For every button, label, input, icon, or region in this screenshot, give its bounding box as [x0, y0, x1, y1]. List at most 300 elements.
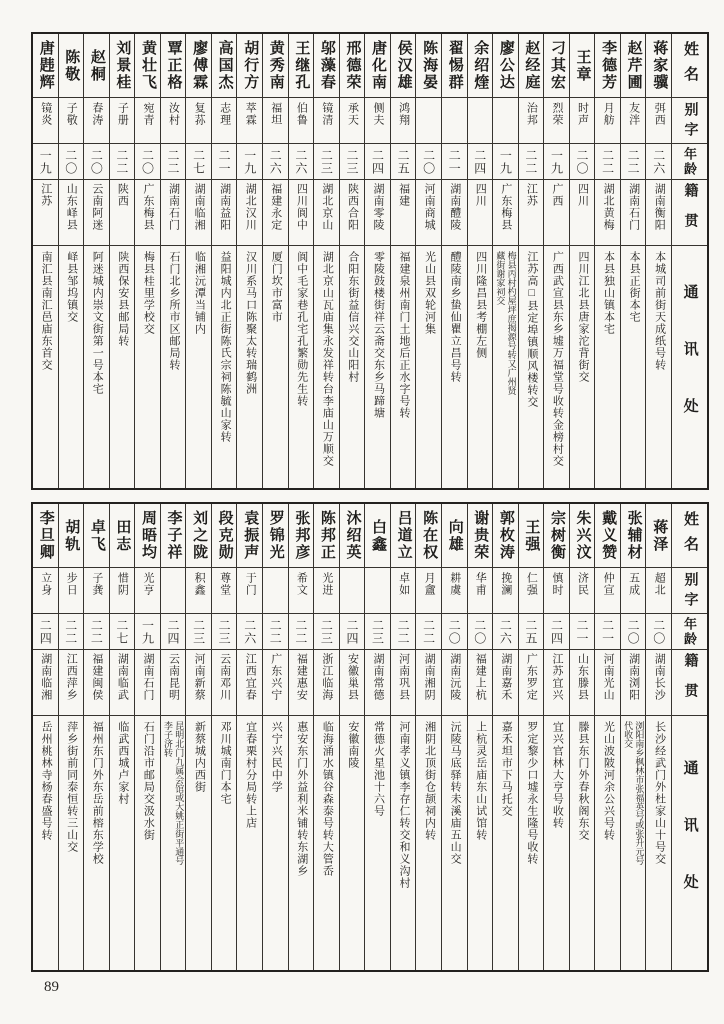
name-cell-text: 高国杰	[216, 40, 233, 91]
age-cell	[340, 614, 365, 650]
native-place-cell-text: 湖南临湘	[39, 653, 52, 701]
name-cell-text: 覃正格	[165, 40, 182, 91]
address-cell	[161, 246, 186, 488]
name-cell-text: 朱兴汶	[574, 510, 591, 561]
header-address	[672, 246, 707, 488]
name-cell	[161, 504, 186, 568]
native-place-cell-text: 湖南嘉禾	[499, 653, 512, 701]
name-cell	[365, 34, 390, 98]
age-cell-text: 二二	[421, 618, 436, 645]
byname-cell	[442, 98, 467, 144]
age-cell-text: 二四	[472, 148, 487, 175]
address-cell-text: 合阳东街益信兴交山阳村	[346, 251, 359, 383]
age-cell	[110, 614, 135, 650]
name-cell-text: 卓飞	[88, 518, 105, 553]
person-column	[236, 504, 262, 970]
name-cell	[59, 34, 84, 98]
person-column	[518, 504, 544, 970]
age-cell	[519, 144, 544, 180]
name-cell-text: 刘之陇	[191, 510, 208, 561]
native-place-cell	[33, 180, 58, 246]
person-column	[83, 504, 109, 970]
name-cell	[468, 504, 493, 568]
native-place-cell	[468, 650, 493, 716]
native-place-cell	[110, 180, 135, 246]
age-cell-text: 二二	[114, 148, 129, 175]
name-cell	[570, 504, 595, 568]
native-place-cell	[365, 180, 390, 246]
native-place-cell	[314, 650, 339, 716]
name-cell-text: 黄壮飞	[139, 40, 156, 91]
address-cell-text: 滕县东门外春秋阁东交	[576, 721, 589, 841]
name-cell-text: 田志	[114, 518, 131, 553]
native-place-cell	[646, 180, 671, 246]
person-column	[543, 504, 569, 970]
address-cell	[646, 716, 671, 970]
name-cell-text: 邢德荣	[344, 40, 361, 91]
native-place-cell-text: 湖南衡阳	[653, 183, 666, 231]
native-place-cell	[161, 650, 186, 716]
age-cell-text: 二三	[319, 618, 334, 645]
address-cell	[212, 246, 237, 488]
age-cell	[595, 614, 620, 650]
name-cell-text: 刁其宏	[548, 40, 565, 91]
address-cell-text: 本城司前街天成纸号转	[653, 251, 666, 371]
age-cell	[186, 614, 211, 650]
age-cell-text: 二二	[293, 618, 308, 645]
person-column	[109, 504, 135, 970]
byname-cell	[365, 568, 390, 614]
address-cell	[544, 246, 569, 488]
name-cell-text: 蒋泽	[651, 518, 668, 553]
byname-cell-text: 复荪	[193, 102, 206, 126]
person-column	[467, 504, 493, 970]
native-place-cell	[135, 180, 160, 246]
address-cell-text: 阿迷城内崇文街第一号本宅	[91, 251, 104, 395]
name-cell	[110, 34, 135, 98]
header-address-text: 通讯处	[681, 284, 698, 455]
address-cell	[161, 716, 186, 970]
name-cell	[468, 34, 493, 98]
age-cell	[519, 614, 544, 650]
age-cell-text: 二三	[344, 148, 359, 175]
byname-cell-text: 希文	[295, 572, 308, 596]
name-cell	[621, 34, 646, 98]
address-cell	[442, 716, 467, 970]
byname-cell	[84, 568, 109, 614]
byname-cell-text: 镜炎	[39, 102, 52, 126]
address-cell	[135, 246, 160, 488]
name-cell-text: 蒋家骥	[651, 40, 668, 91]
name-cell	[33, 504, 58, 568]
person-column	[313, 34, 339, 488]
address-cell	[340, 246, 365, 488]
native-place-cell	[621, 650, 646, 716]
person-column	[185, 34, 211, 488]
age-cell-text: 二二	[523, 148, 538, 175]
byname-cell	[289, 98, 314, 144]
header-byname-text: 别字	[682, 572, 698, 612]
address-cell	[314, 716, 339, 970]
name-cell-text: 刘景桂	[114, 40, 131, 91]
address-cell-text: 邓川城南门本宅	[219, 721, 232, 805]
native-place-cell	[416, 180, 441, 246]
native-place-cell	[646, 650, 671, 716]
address-cell-text: 萍乡街前同泰恒转三山交	[65, 721, 78, 853]
directory-table-bottom	[31, 502, 709, 972]
age-cell	[237, 144, 262, 180]
address-cell	[519, 716, 544, 970]
name-cell-text: 赵芹圃	[625, 40, 642, 91]
age-cell	[468, 614, 493, 650]
name-cell	[135, 34, 160, 98]
byname-cell	[84, 98, 109, 144]
address-cell-text: 福建泉州南门土地后正水字号转	[398, 251, 411, 419]
age-cell-text: 二七	[114, 618, 129, 645]
native-place-cell-text: 江西宜春	[244, 653, 257, 701]
byname-cell	[135, 98, 160, 144]
name-cell	[263, 504, 288, 568]
name-cell	[646, 34, 671, 98]
name-cell	[442, 34, 467, 98]
native-place-cell-text: 陕西	[116, 183, 129, 207]
byname-cell	[212, 98, 237, 144]
byname-cell-text: 卓如	[397, 572, 410, 596]
age-cell	[416, 614, 441, 650]
address-cell	[110, 246, 135, 488]
name-cell	[33, 34, 58, 98]
native-place-cell-text: 福建永定	[269, 183, 282, 231]
native-place-cell	[519, 180, 544, 246]
age-cell-text: 一九	[498, 148, 513, 175]
header-age-text: 年龄	[682, 146, 697, 177]
byname-cell-text: 伯鲁	[295, 102, 308, 126]
name-cell	[212, 34, 237, 98]
byname-cell-text: 福坦	[269, 102, 282, 126]
address-cell-text: 陕西保安县邮局转	[116, 251, 129, 347]
age-cell	[33, 144, 58, 180]
age-cell	[33, 614, 58, 650]
person-column	[390, 504, 416, 970]
age-cell-text: 二二	[626, 148, 641, 175]
byname-cell-text: 友泮	[627, 102, 640, 126]
age-cell-text: 二四	[38, 618, 53, 645]
name-cell	[186, 504, 211, 568]
age-cell	[161, 614, 186, 650]
native-place-cell	[135, 650, 160, 716]
name-cell-text: 胡轨	[63, 518, 80, 553]
address-cell	[237, 246, 262, 488]
byname-cell	[391, 98, 416, 144]
byname-cell-text: 月舫	[602, 102, 615, 126]
name-cell	[212, 504, 237, 568]
address-cell-text: 湖北京山瓦庙集永发祥转台李庙山万顺交	[321, 251, 334, 467]
byname-cell-text: 尊堂	[218, 572, 231, 596]
name-cell	[621, 504, 646, 568]
byname-cell-text: 立身	[39, 572, 52, 596]
age-cell	[365, 614, 390, 650]
age-cell	[263, 614, 288, 650]
address-cell-text: 四川江北县唐家沱背街交	[576, 251, 589, 383]
person-column	[620, 504, 646, 970]
native-place-cell-text: 河南光山	[602, 653, 615, 701]
address-cell-text: 临武西城卢家村	[116, 721, 129, 805]
byname-cell-text: 月盦	[423, 572, 436, 596]
name-cell	[237, 504, 262, 568]
native-place-cell	[340, 650, 365, 716]
person-column	[415, 504, 441, 970]
address-cell	[416, 716, 441, 970]
age-cell	[263, 144, 288, 180]
native-place-cell	[391, 180, 416, 246]
age-cell-text: 二二	[89, 618, 104, 645]
age-cell-text: 二〇	[651, 618, 666, 645]
age-cell-text: 二三	[370, 618, 385, 645]
native-place-cell	[186, 650, 211, 716]
person-column	[339, 504, 365, 970]
name-cell-text: 胡行方	[242, 40, 259, 91]
name-cell-text: 赵桐	[88, 48, 105, 83]
address-cell	[468, 716, 493, 970]
byname-cell-text: 弭西	[653, 102, 666, 126]
native-place-cell	[110, 650, 135, 716]
person-column	[288, 504, 314, 970]
byname-cell	[595, 98, 620, 144]
byname-cell-text: 子龚	[90, 572, 103, 596]
name-cell-text: 廖公达	[497, 40, 514, 91]
age-cell	[442, 144, 467, 180]
byname-cell	[493, 568, 518, 614]
age-cell	[84, 614, 109, 650]
header-address-text: 通讯处	[681, 760, 698, 931]
name-cell	[416, 504, 441, 568]
age-cell-text: 二四	[370, 148, 385, 175]
name-cell-text: 陈在权	[421, 510, 438, 561]
name-cell-text: 陈海晏	[421, 40, 438, 91]
address-cell-text: 本县独山镇本宅	[602, 251, 615, 335]
byname-cell	[289, 568, 314, 614]
name-cell	[237, 34, 262, 98]
name-cell-text: 袁振声	[242, 510, 259, 561]
native-place-cell	[84, 180, 109, 246]
name-cell	[110, 504, 135, 568]
native-place-cell-text: 湖南长沙	[653, 653, 666, 701]
age-cell	[135, 614, 160, 650]
address-cell	[365, 716, 390, 970]
age-cell-text: 二六	[498, 618, 513, 645]
name-cell-text: 李子祥	[165, 510, 182, 561]
person-column	[594, 34, 620, 488]
byname-cell	[263, 98, 288, 144]
address-cell	[263, 246, 288, 488]
name-cell-text: 谢贵荣	[472, 510, 489, 561]
address-cell	[59, 246, 84, 488]
address-cell-text: 石门沿市邮局交汲水街	[142, 721, 155, 841]
native-place-cell-text: 四川阆中	[295, 183, 308, 231]
age-cell	[110, 144, 135, 180]
name-cell	[84, 34, 109, 98]
age-cell	[544, 614, 569, 650]
native-place-cell	[442, 650, 467, 716]
age-cell-text: 二〇	[89, 148, 104, 175]
name-cell-text: 张邦彦	[293, 510, 310, 561]
address-cell	[493, 716, 518, 970]
byname-cell	[237, 98, 262, 144]
age-cell-text: 一九	[242, 148, 257, 175]
person-column	[33, 34, 58, 488]
native-place-cell	[289, 650, 314, 716]
native-place-cell	[212, 180, 237, 246]
age-cell-text: 二一	[600, 618, 615, 645]
byname-cell-text: 五成	[627, 572, 640, 596]
address-cell	[416, 246, 441, 488]
native-place-cell	[519, 650, 544, 716]
address-cell	[442, 246, 467, 488]
age-cell	[365, 144, 390, 180]
native-place-cell-text: 广东兴宁	[269, 653, 282, 701]
native-place-cell-text: 江苏	[525, 183, 538, 207]
name-cell-text: 余绍煃	[472, 40, 489, 91]
age-cell	[391, 144, 416, 180]
native-place-cell-text: 湖南益阳	[218, 183, 231, 231]
native-place-cell-text: 安徽巢县	[346, 653, 359, 701]
name-cell	[544, 34, 569, 98]
native-place-cell-text: 湖北京山	[320, 183, 333, 231]
header-byname	[672, 568, 707, 614]
age-cell	[493, 614, 518, 650]
native-place-cell-text: 湖南湘阴	[423, 653, 436, 701]
address-cell-text: 临海涌水镇谷森泰号转大管岙	[321, 721, 334, 877]
native-place-cell	[595, 650, 620, 716]
byname-cell	[110, 98, 135, 144]
native-place-cell	[161, 180, 186, 246]
byname-cell	[365, 98, 390, 144]
age-cell-text: 二三	[191, 618, 206, 645]
header-native	[672, 650, 707, 716]
person-column	[236, 34, 262, 488]
address-cell	[468, 246, 493, 488]
native-place-cell-text: 湖南沅陵	[448, 653, 461, 701]
person-column	[569, 504, 595, 970]
address-cell	[33, 716, 58, 970]
address-cell	[365, 246, 390, 488]
byname-cell-text: 时声	[576, 102, 589, 126]
age-cell	[595, 144, 620, 180]
address-cell	[570, 246, 595, 488]
name-cell-text: 唐化南	[370, 40, 387, 91]
native-place-cell	[595, 180, 620, 246]
age-cell-text: 二二	[396, 618, 411, 645]
name-cell	[519, 504, 544, 568]
address-cell-text: 福州东门外东岳前榕东学校	[91, 721, 104, 865]
byname-cell	[468, 568, 493, 614]
person-column	[492, 504, 518, 970]
native-place-cell-text: 福建闽侯	[90, 653, 103, 701]
byname-cell	[186, 568, 211, 614]
byname-cell	[519, 568, 544, 614]
byname-cell	[621, 568, 646, 614]
native-place-cell	[237, 650, 262, 716]
header-native-text: 籍贯	[682, 183, 698, 243]
name-cell-text: 罗锦光	[267, 510, 284, 561]
name-cell	[595, 34, 620, 98]
native-place-cell	[340, 180, 365, 246]
address-cell-text: 兴宁兴民中学	[270, 721, 283, 793]
age-cell-text: 二〇	[63, 148, 78, 175]
name-cell	[263, 34, 288, 98]
byname-cell	[595, 568, 620, 614]
byname-cell-text: 惜阴	[116, 572, 129, 596]
directory-table-top	[31, 32, 709, 490]
address-cell	[110, 716, 135, 970]
name-cell	[519, 34, 544, 98]
address-cell	[391, 716, 416, 970]
name-cell-text: 赵经庭	[523, 40, 540, 91]
address-cell	[519, 246, 544, 488]
name-cell	[289, 34, 314, 98]
header-byname	[672, 98, 707, 144]
age-cell	[212, 614, 237, 650]
address-cell-text: 沅陵马底驿转未溪庙五山交	[449, 721, 462, 865]
age-cell-text: 二〇	[140, 148, 155, 175]
address-cell-text: 光山县双轮河集	[423, 251, 436, 335]
person-column	[518, 34, 544, 488]
byname-cell	[391, 568, 416, 614]
age-cell-text: 一九	[38, 148, 53, 175]
native-place-cell-text: 福建	[397, 183, 410, 207]
address-cell-text: 汉川系马口陈聚太转瑞鹤洲	[244, 251, 257, 395]
native-place-cell-text: 广东梅县	[499, 183, 512, 231]
byname-cell	[161, 568, 186, 614]
person-column	[262, 504, 288, 970]
header-age	[672, 614, 707, 650]
age-cell	[570, 144, 595, 180]
native-place-cell	[237, 180, 262, 246]
age-cell	[416, 144, 441, 180]
native-place-cell-text: 河南新蔡	[193, 653, 206, 701]
address-cell	[289, 716, 314, 970]
native-place-cell-text: 云南阿迷	[90, 183, 103, 231]
address-cell	[595, 246, 620, 488]
name-cell	[314, 34, 339, 98]
native-place-cell	[212, 650, 237, 716]
address-cell-text: 阆中毛家巷孔宅孔繁勋先生转	[295, 251, 308, 407]
name-cell-text: 李德芳	[600, 40, 617, 91]
byname-cell-text: 镜清	[320, 102, 333, 126]
byname-cell-text: 汝村	[167, 102, 180, 126]
address-cell-text: 梅县桂里学校交	[142, 251, 155, 335]
address-cell	[212, 716, 237, 970]
address-cell-text: 惠安东门外益利米铺转东湖乡	[295, 721, 308, 877]
person-column	[134, 504, 160, 970]
byname-cell-text: 步日	[65, 572, 78, 596]
person-column	[211, 34, 237, 488]
address-cell-text: 宜春栗村分局转上店	[244, 721, 257, 829]
age-cell	[391, 614, 416, 650]
age-cell-text: 二六	[242, 618, 257, 645]
name-cell	[84, 504, 109, 568]
age-cell	[135, 144, 160, 180]
address-cell	[59, 716, 84, 970]
byname-cell	[493, 98, 518, 144]
age-cell	[237, 614, 262, 650]
address-cell-text: 益阳城内北正街陈氏宗祠陈毓山家转	[219, 251, 232, 443]
name-cell-text: 王章	[574, 48, 591, 83]
address-cell	[493, 246, 518, 488]
byname-cell	[237, 568, 262, 614]
address-cell	[621, 716, 646, 970]
native-place-cell-text: 湖南石门	[141, 653, 154, 701]
